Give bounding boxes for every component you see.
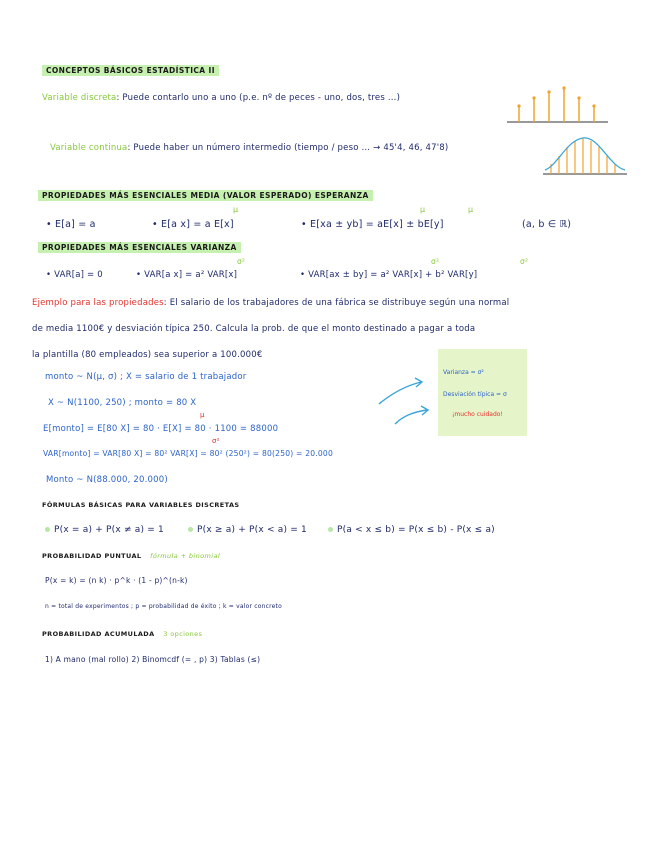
cumulative-heading-line xyxy=(42,630,202,638)
solution-line-1: monto ~ N(μ, σ) ; X = salario de 1 trabajador xyxy=(45,372,247,382)
note-line-2: Desviación típica = σ xyxy=(443,391,507,398)
var-prop-3: • VAR[ax ± by] = a² VAR[x] + b² VAR[y] xyxy=(300,270,478,280)
example-label: Ejemplo para las propiedades xyxy=(32,298,164,308)
binomial-sub: fórmula + binomial xyxy=(150,552,221,560)
binomial-legend: n = total de experimentos ; p = probabilidad de éxito ; k = valor concreto xyxy=(45,603,282,610)
solution-line-2: X ~ N(1100, 250) ; monto = 80 X xyxy=(48,398,197,408)
var-props-heading: PROPIEDADES MÁS ESENCIALES VARIANZA xyxy=(38,242,241,253)
mean-props-heading: PROPIEDADES MÁS ESENCIALES MEDIA (VALOR ESPERADO) ESPERANZA xyxy=(38,190,373,201)
var-prop-2: • VAR[a x] = a² VAR[x] xyxy=(136,270,238,280)
solution-line-3: E[monto] = E[80 X] = 80 · E[X] = 80 · 1100 = 88000 xyxy=(43,424,279,434)
variance-note xyxy=(438,349,527,436)
var-prop-1: • VAR[a] = 0 xyxy=(46,270,103,280)
cumulative-options: 1) A mano (mal rollo) 2) Binomcdf (= , p) 3) Tablas (≤) xyxy=(45,655,261,664)
solution-line-4: VAR[monto] = VAR[80 X] = 80² VAR[X] = 80² (250²) = 80(250) = 20.000 xyxy=(43,449,333,458)
note-line-3: ¡mucho cuidado! xyxy=(452,411,503,418)
page-title: CONCEPTOS BÁSICOS ESTADÍSTICA II xyxy=(42,65,219,76)
mu-annotation-2: μ xyxy=(420,205,426,214)
example-text-1: : El salario de los trabajadores de una fábrica se distribuye según una normal xyxy=(163,298,510,308)
example-line-1 xyxy=(32,298,509,308)
formula-3: P(a < x ≤ b) = P(x ≤ b) - P(x ≤ a) xyxy=(328,525,495,535)
sigma-annotation-1: σ² xyxy=(237,257,246,266)
binomial-formula: P(x = k) = (n k) · p^k · (1 - p)^(n-k) xyxy=(45,576,188,585)
discrete-label: Variable discreta xyxy=(42,93,117,103)
example-line-3: la plantilla (80 empleados) sea superior a 100.000€ xyxy=(32,350,263,360)
formulas-heading: FÓRMULAS BÁSICAS PARA VARIABLES DISCRETAS xyxy=(42,501,240,509)
real-domain-note: (a, b ∈ ℝ) xyxy=(522,219,572,230)
binomial-heading-line xyxy=(42,552,220,560)
discrete-text: : Puede contarlo uno a uno (p.e. nº de peces - uno, dos, tres ...) xyxy=(116,93,401,103)
formula-2: P(x ≥ a) + P(x < a) = 1 xyxy=(188,525,307,535)
mu-annotation-1: μ xyxy=(233,205,239,214)
formula-1: P(x = a) + P(x ≠ a) = 1 xyxy=(45,525,164,535)
solution-line-5: Monto ~ N(88.000, 20.000) xyxy=(46,475,168,485)
mean-prop-3: • E[xa ± yb] = aE[x] ± bE[y] xyxy=(301,219,444,230)
continuous-label: Variable continua xyxy=(50,143,128,153)
discrete-definition xyxy=(42,93,400,103)
sigma-annotation-3: σ² xyxy=(520,257,529,266)
continuous-curve-plot xyxy=(543,132,628,177)
example-line-2: de media 1100€ y desviación típica 250. Calcula la prob. de que el monto destinado a pagar a toda xyxy=(32,324,476,334)
continuous-text: : Puede haber un número intermedio (tiempo / peso ... → 45'4, 46, 47'8) xyxy=(127,143,449,153)
continuous-definition xyxy=(50,143,448,153)
note-line-1: Varianza = σ² xyxy=(443,369,484,376)
mean-prop-1: • E[a] = a xyxy=(46,219,96,230)
cumulative-sub: 3 opciones xyxy=(163,630,203,638)
discrete-stem-plot xyxy=(505,84,610,126)
cumulative-heading: PROBABILIDAD ACUMULADA xyxy=(42,630,155,638)
binomial-heading: PROBABILIDAD PUNTUAL xyxy=(42,552,142,560)
mu-annotation-3: μ xyxy=(468,205,474,214)
mu-annotation-4: μ xyxy=(200,411,205,419)
sigma-annotation-2: σ² xyxy=(431,257,440,266)
arrow-icon xyxy=(375,368,435,428)
mean-prop-2: • E[a x] = a E[x] xyxy=(152,219,234,230)
sigma-annotation-4: σ² xyxy=(212,437,220,445)
